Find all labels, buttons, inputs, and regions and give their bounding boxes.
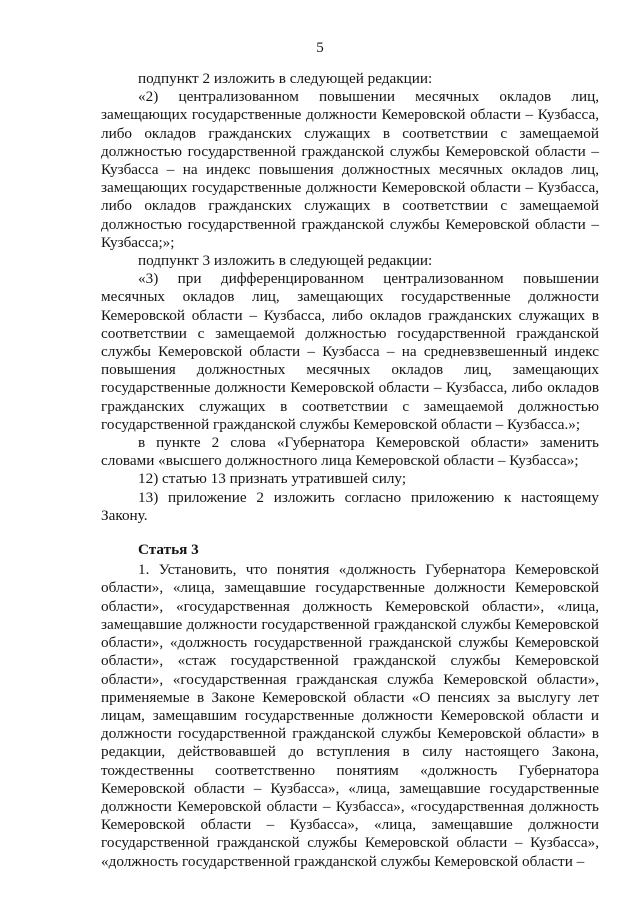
paragraph-item-13: 13) приложение 2 изложить согласно приложению к настоящему Закону.: [101, 488, 599, 524]
paragraph-subclause-2-intro: подпункт 2 изложить в следующей редакции:: [138, 70, 433, 87]
article-heading: Статья 3: [138, 541, 199, 559]
paragraph-subclause-3-intro: подпункт 3 изложить в следующей редакции:: [138, 252, 433, 270]
paragraph-item-12: 12) статью 13 признать утратившей силу;: [138, 470, 407, 488]
article-3-paragraph-1: 1. Установить, что понятия «должность Губернатора Кемеровской области», «лица, замещавшие государственные должности Кемеровской области», «государственная должность Кемеровской области», «лица, замещавшие должности государственной гражданской службы Кемеровской области», «должность государственной гражданской службы Кемеровской области», «стаж государственной гражданской службы Кемеровской области», «государственная гражданская служба Кемеровской области», применяемые в Законе Кемеровской области «О пенсиях за выслугу лет лицам, замещавшим государственные должности Кемеровской области и должности государственной гражданской службы Кемеровской области» в редакции, действовавшей до вступления в силу настоящего Закона, тождественны соответственно понятиям «должность Губернатора Кемеровской области – Кузбасса», «лица, замещавшие государственные должности Кемеровской области – Кузбасса», «государственная должность Кемеровской области – Кузбасса», «лица, замещавшие должности государственной гражданской службы Кемеровской области – Кузбасса», «должность государственной гражданской службы Кемеровской области –: [101, 561, 599, 870]
page-number: 5: [316, 40, 324, 56]
section-spacer: [101, 525, 599, 541]
paragraph-point-2-replacement: в пункте 2 слова «Губернатора Кемеровской области» заменить словами «высшего должностного лица Кемеровской области – Кузбасса»;: [101, 434, 599, 470]
paragraph-subclause-2-text: «2) централизованном повышении месячных окладов лиц, замещающих государственные должности Кемеровской области – Кузбасса, либо окладов гражданских служащих в соответствии с замещаемой должностью государственной гражданской службы Кемеровской области – Кузбасса – на индекс повышения должностных месячных окладов лиц, замещающих государственные должности Кемеровской области – Кузбасса, либо окладов гражданских служащих в соответствии с замещаемой должностью государственной гражданской службы Кемеровской области – Кузбасса;»;: [101, 88, 599, 251]
paragraph-subclause-3-text: «3) при дифференцированном централизованном повышении месячных окладов лиц, замещающих государственные должности Кемеровской области – Кузбасса, либо окладов гражданских служащих в соответствии с замещаемой должностью государственной гражданской службы Кемеровской области – Кузбасса – на средневзвешенный индекс повышения должностных месячных окладов лиц, замещающих государственные должности Кемеровской области – Кузбасса, либо окладов гражданских служащих в соответствии с замещаемой должностью государственной гражданской службы Кемеровской области – Кузбасса.»;: [101, 270, 599, 433]
document-body: [101, 70, 599, 871]
